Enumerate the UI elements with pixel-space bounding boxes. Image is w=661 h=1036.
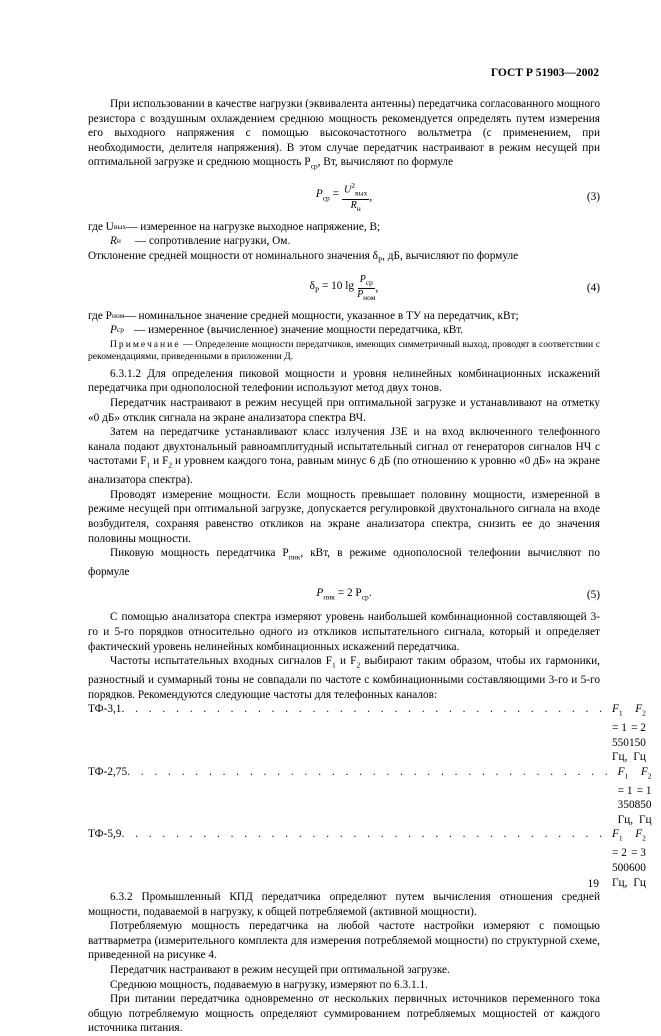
paragraph-11: Потребляемую мощность передатчика на любой частоте настройки измеряют с помощью ваттварметра (измерительного комплекта для измерения потребляемой мощности) по структурной схеме, приведенной на рисунке 4. (88, 920, 600, 962)
paragraph-10: 6.3.2 Промышленный КПД передатчика определяют путем вычисления отношения средней мощности, подаваемой в нагрузку, к общей потребляемой (активной мощности). (88, 891, 600, 918)
paragraph-2: Отклонение средней мощности от номинального значения $\delta_P$, дБ, вычисляют по формуле (88, 249, 519, 264)
paragraph-4: Передатчик настраивают в режим несущей при оптимальной загрузке и устанавливают на отметку «0 дБ» отклик сигнала на экране анализатора спектра ВЧ. (88, 396, 600, 424)
page-number: 19 (587, 878, 599, 890)
standard-header: ГОСТ Р 51903—2002 (490, 67, 599, 79)
formula-4-legend: где P ном — номинальное значение средней мощности, указанное в ТУ на передатчик, кВт; P ср — измеренное (вычисленное) значение мощности передатчика, кВт. (88, 309, 519, 337)
formula-4: $\delta_P = 10$ lg $\frac{P_{ср}}{P_{ном}}$ , (4) (309, 273, 600, 302)
table-row: ТФ-3,1 . . . . . . . . . . . . . . . . . . . . . . . . . . . . . . . . . . . . $F_1 = 1$ 550 Гц, $F_2 = 2$ 150 Гц (88, 703, 646, 764)
formula-3-number: (3) (586, 190, 600, 203)
paragraph-14: При питании передатчика одновременно от нескольких первичных источников переменного тока общую потребляемую мощность определяют суммированием потребляемых мощностей от каждого источника питания. (88, 993, 600, 1035)
formula-5-number: (5) (586, 588, 600, 601)
table-row: ТФ-5,9 . . . . . . . . . . . . . . . . . . . . . . . . . . . . . . . . . . . . $F_1 = 2$ 500 Гц, $F_2 = 3$ 600 Гц (88, 828, 646, 889)
table-row: ТФ-2,75 . . . . . . . . . . . . . . . . . . . . . . . . . . . . . . . . . . . . $F_1 = 1$ 350 Гц, $F_2 = 1$ 850 Гц (88, 765, 652, 826)
paragraph-6: Проводят измерение мощности. Если мощность превышает половину мощности, измеренной в режиме несущей при оптимальной загрузке, допускается регулировкой двухтонального сигнала на входе возбудителя, сохраняя равенство откликов на экране анализатора спектра, снизить ее до значения половины мощности. (88, 488, 600, 545)
formula-3-legend: где U вых — измеренное на нагрузке выходное напряжение, В; R н — сопротивление нагрузки, Ом. (88, 220, 381, 248)
paragraph-3: 6.3.1.2 Для определения пиковой мощности и уровня нелинейных комбинационных искажений передатчика при однополосной телефонии используют метод двух тонов. (88, 367, 600, 395)
formula-5: $P_{пик} = 2$ $P_{ср}$. (5) (316, 586, 600, 601)
paragraph-13: Среднюю мощность, подаваемую в нагрузку, измеряют по 6.3.1.1. (110, 978, 428, 991)
paragraph-8: С помощью анализатора спектра измеряют уровень наибольшей комбинационной составляющей 3-го и 5-го порядков относительно одного из откликов испытательного сигнала, который и определяет фактический уровень нелинейных комбинационных искажений передатчика. (88, 611, 600, 653)
paragraph-1: При использовании в качестве нагрузки (эквивалента антенны) передатчика согласованного мощного резистора с воздушным охлаждением среднюю мощность рекомендуется определять путем измерения его выходного напряжения с помощью высокочастотного вольтметра (с применением, при необходимости, делителя напряжения). В этом случае передатчик настраивают в режим несущей при оптимальной загрузке и среднюю мощность $P_{ср}$, Вт, вычисляют по формуле (88, 98, 600, 171)
paragraph-12: Передатчик настраивают в режим несущей при оптимальной загрузке. (110, 964, 450, 977)
note: Примечание — Определение мощности передатчиков, имеющих симметричный выход, проводят в соответствии с рекомендациями, приведенными в приложении Д. (88, 338, 600, 363)
paragraph-5: Затем на передатчике устанавливают класс излучения J3E и на вход включенного телефонного канала подают двухтональный равноамплитудный испытательный сигнал от генераторов сигналов НЧ с частотами $F_1$ и $F_2$ и уровнем каждого тона, равным минус 6 дБ (по отношению к уровню «0 дБ» на экране анализатора спектра). (88, 426, 601, 487)
page-body (88, 97, 652, 1036)
paragraph-7: Пиковую мощность передатчика $P_{пик}$, кВт, в режиме однополосной телефонии вычисляют по формуле (88, 547, 600, 578)
formula-3: $P_{ср}$ = $\frac{U^2_{вых}}{R_н}$ , (3) (315, 181, 600, 213)
frequency-table (88, 702, 652, 890)
paragraph-9: Частоты испытательных входных сигналов $F_1$ и $F_2$ выбирают таким образом, чтобы их гармоники, разностный и суммарный тоны не совпадали по частоте с комбинационными составляющими 3-го и 5-го порядков. Рекомендуются следующие частоты для телефонных каналов: (88, 655, 600, 701)
formula-4-number: (4) (586, 281, 600, 294)
